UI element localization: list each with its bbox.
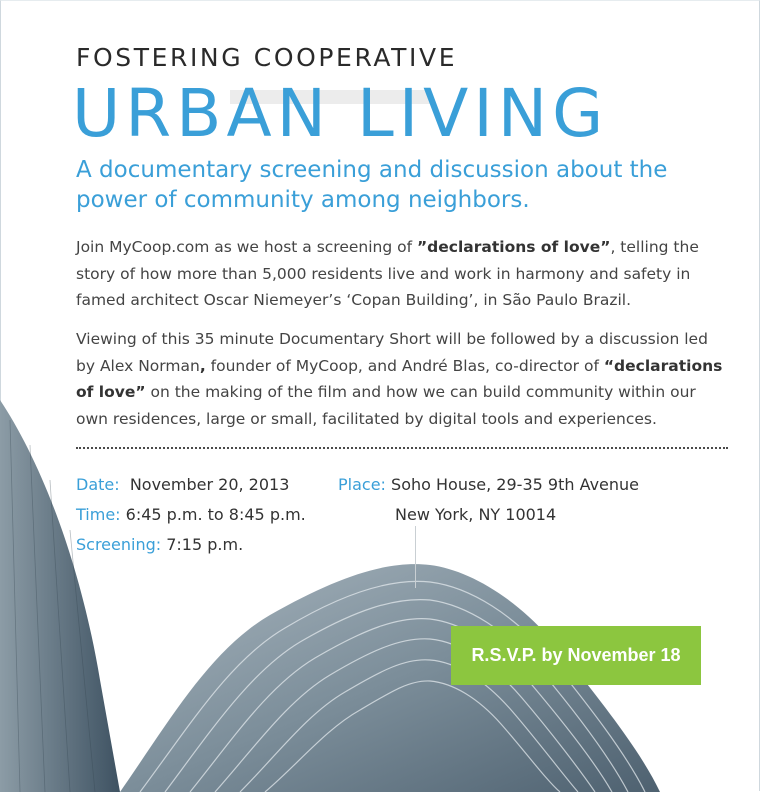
event-time	[76, 500, 306, 530]
discussion-paragraph	[76, 326, 726, 432]
intro-text-a: Join MyCoop.com as we host a screening of	[76, 238, 417, 256]
event-date	[76, 470, 289, 500]
dotted-divider	[76, 447, 728, 449]
date-label: Date:	[76, 475, 120, 494]
vertical-divider	[415, 526, 416, 588]
discussion-text-b: founder of MyCoop, and André Blas, co-director of	[205, 356, 604, 375]
intro-text-b: , telling the story of how more than 5,000 residents live and work in harmony and safety in famed architect Oscar Niemeyer’s ‘Copan Building’, in São Paulo Brazil.	[76, 238, 699, 309]
discussion-text-c: on the making of the film and how we can build community within our own residences, large or small, facilitated by digital tools and experiences.	[76, 383, 696, 428]
place-line-1: Soho House, 29-35 9th Avenue	[391, 475, 640, 494]
discussion-text-a: Viewing of this 35 minute Documentary Short will be followed by a discussion led by Alex Norman	[76, 330, 708, 375]
screening-value: 7:15 p.m.	[166, 535, 244, 554]
kicker-heading: FOSTERING COOPERATIVE	[76, 43, 458, 72]
film-title-bold: ”declarations of love”	[417, 238, 611, 256]
event-place	[338, 470, 639, 500]
event-screening	[76, 530, 243, 560]
place-label: Place:	[338, 475, 386, 494]
rsvp-button[interactable]: R.S.V.P. by November 18	[451, 626, 701, 685]
date-value: November 20, 2013	[129, 475, 290, 494]
film-title-bold-2: “declarations of love”	[76, 356, 723, 401]
place-line-2: New York, NY 10014	[395, 505, 557, 524]
time-value: 6:45 p.m. to 8:45 p.m.	[125, 505, 306, 524]
comma-bold: ,	[199, 356, 206, 375]
screening-label: Screening:	[76, 535, 162, 554]
intro-paragraph	[76, 234, 726, 314]
time-label: Time:	[76, 505, 121, 524]
subtitle: A documentary screening and discussion about the power of community among neighbors.	[76, 157, 668, 213]
page-title: URBAN LIVING	[72, 75, 609, 152]
